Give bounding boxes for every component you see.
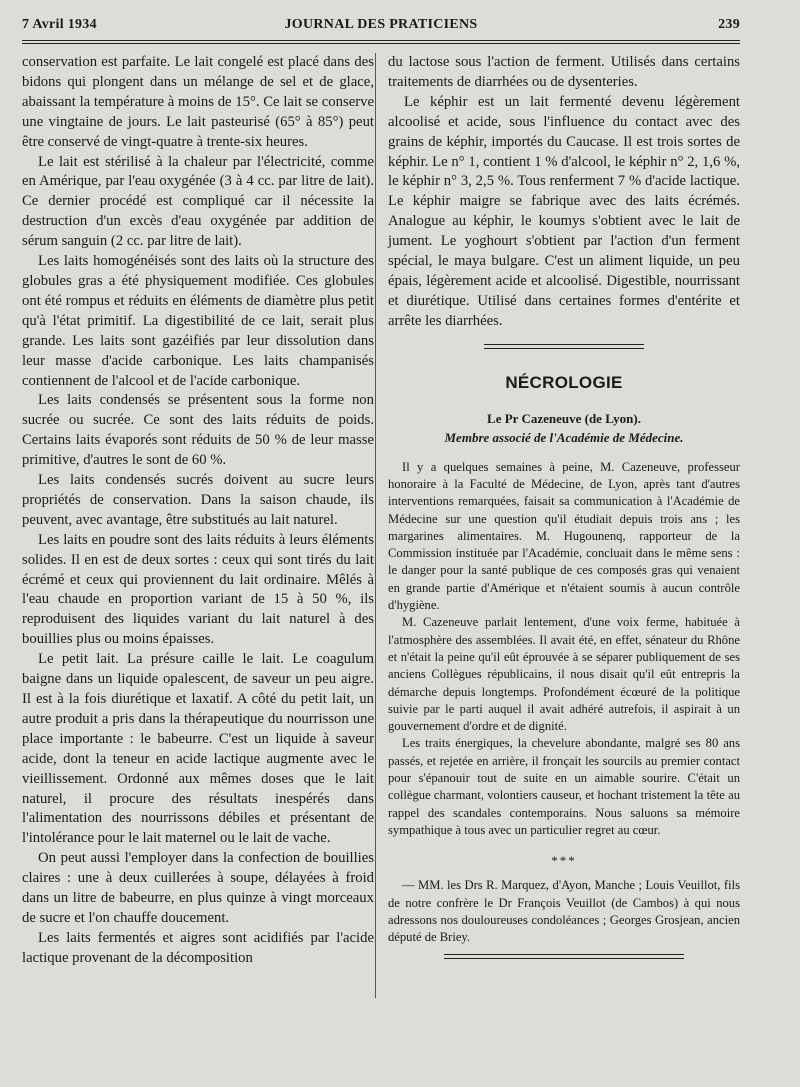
obituary-body	[388, 459, 740, 840]
right-column	[388, 53, 740, 959]
obituary-name: Le Pr Cazeneuve (de Lyon).	[487, 410, 641, 426]
paragraph: conservation est parfaite. Le lait congelé est placé dans des bidons qui plongent dans un mélange de sel et de glace, abaissant la température à moins de 15°. Ce lait se conserve une vingtaine de jours. Le lait pasteurisé (65° à 85°) peut être conservé de vingt-quatre à trente-six heures.	[22, 54, 374, 150]
paragraph: Les laits en poudre sont des laits réduits à leurs éléments solides. Il en est de deux sortes : ceux qui sont tirés du lait écrémé et ceux qui proviennent du lait ordinaire. Mêlés à l'eau chaude en proportion variant de 15 à 50 %, ils reproduisent des liquides variant du lait naturel à des bouillies plus ou moins épaisses.	[22, 531, 374, 648]
page-number: 239	[718, 17, 740, 32]
page-header	[22, 17, 740, 39]
paragraph: Les laits condensés sucrés doivent au sucre leurs propriétés de conservation. Dans la saison chaude, ils peuvent, avec avantage, être substitués au lait naturel.	[22, 472, 374, 528]
paragraph: M. Cazeneuve parlait lentement, d'une voix ferme, habituée à l'atmosphère des assemblées. Il avait été, en effet, sénateur du Rhône et n'était la peine qu'il eût éprouvée à se séparer publiquement de ses anciens Collègues républicains, il nous disait qu'il eût entrepris la démarche depuis longtemps. Profondément écœuré de la politique suivie par le parti auquel il avait adhéré autrefois, il aspirait à un gouvernement d'ordre et de dignité.	[388, 615, 740, 734]
left-column	[22, 53, 374, 969]
header-rule	[22, 40, 740, 44]
paragraph: On peut aussi l'employer dans la confection de bouillies claires : une à deux cuillerées à soupe, délayées à froid dans un litre de babeurre, en plus quinze à vingt morceaux de sucre et l'on chauffe doucement.	[22, 850, 374, 926]
paragraph: — MM. les Drs R. Marquez, d'Ayon, Manche ; Louis Veuillot, fils de notre confrère le Dr François Veuillot (de Cambos) à qui nous adressons nos douloureuses condoléances ; Georges Grosjean, ancien député de Briey.	[388, 878, 740, 945]
paragraph: Le lait est stérilisé à la chaleur par l'électricité, comme en Amérique, par l'eau oxygénée (3 à 4 cc. par litre de lait). Ce dernier procédé est compliqué car il nécessite la destruction d'un excès d'eau oxygénée par addition de sérum sanguin (2 cc. par litre de lait).	[22, 153, 374, 250]
obituary-affiliation: Membre associé de l'Académie de Médecine.	[444, 429, 684, 445]
paragraph: Le petit lait. La présure caille le lait. Le coagulum baigne dans un liquide opalescent, de saveur un peu aigre. Il est à la fois diurétique et laxatif. A côté du petit lait, un autre produit a pris dans la thérapeutique du nourrisson une place importante : le babeurre. C'est un liquide à saveur acide, dont la teneur en acide lactique augmente avec le vieillissement. Ordonné aux mêmes doses que le lait naturel, il procure des résultats inespérés dans l'alimentation des nourrissons débiles et présentant de l'intolérance pour le lait maternel ou le lait de vache.	[22, 651, 374, 847]
necrology-heading: NÉCROLOGIE	[505, 372, 623, 392]
asterism: ***	[551, 853, 577, 869]
paragraph: Les traits énergiques, la chevelure abondante, malgré ses 80 ans passés, et rejetée en arrière, il fronçait les sourcils au premier contact pour s'épanouir tout de suite en un aimable sourire. C'était un collègue charmant, volontiers causeur, et hochant tristement la tête au rappel des scandales contemporains. Nous saluons sa mémoire sympathique à tous avec un particulier regret au cœur.	[388, 736, 740, 837]
column-divider	[375, 53, 376, 998]
paragraph: Les laits homogénéisés sont des laits où la structure des globules gras a été physiquement modifiée. Ces globules ont été rompus et réduits en éléments de diamètre plus petit qu'à l'état primitif. La digestibilité de ce lait, serait plus grande. Les laits sont gazéifiés par leur dissolution dans leur masse d'acide carbonique. Les laits champanisés contiennent de l'alcool et de l'acide carbonique.	[22, 253, 374, 389]
condolences	[388, 877, 740, 946]
paragraph: Les laits condensés se présentent sous la forme non sucrée ou sucrée. Ce sont des laits réduits de poids. Certains laits évaporés sont réduits de 50 % de leur masse primitive, d'autres le sont de 60 %.	[22, 392, 374, 469]
paragraph: du lactose sous l'action de ferment. Utilisés dans certains traitements de diarrhées ou de dysenteries.	[388, 54, 740, 90]
journal-title: JOURNAL DES PRATICIENS	[284, 17, 478, 32]
paragraph: Les laits fermentés et aigres sont acidifiés par l'acide lactique provenant de la décomposition	[22, 929, 374, 966]
paragraph: Le képhir est un lait fermenté devenu légèrement alcoolisé et acide, sous l'influence du contact avec des grains de képhir, importés du Caucase. Il est trois sortes de képhir. Le n° 1, contient 1 % d'alcool, le képhir n° 2, 1,6 %, le képhir n° 3, 2,5 %. Tous renferment 7 % d'acide lactique. Le képhir maigre se fabrique avec des laits écrémés. Analogue au képhir, le koumys s'obtient avec le lait de jument. Le yoghourt s'obtient par l'action d'un ferment spécial, le maya bulgare. C'est un aliment liquide, un peu épais, légèrement acide et alcoolisé. Digestible, nourrissant et diurétique. Utilisé dans certaines formes d'entérite et arrête les diarrhées.	[388, 93, 740, 329]
paragraph: Il y a quelques semaines à peine, M. Cazeneuve, professeur honoraire à la Faculté de Médecine, de Lyon, après tant d'autres interventions remarquées, faisait sa communication à l'Académie de Médecine sur une question qu'il étudiait depuis trois ans ; les margarines alimentaires. M. Hugounenq, rapporteur de la Commission instituée par l'Académie, concluait dans le même sens : le danger pour la santé publique de ces composés gras qui venaient en grande partie d'Amérique et n'étaient soumis à aucun contrôle d'hygiène.	[388, 459, 740, 613]
section-rule	[484, 344, 644, 349]
end-rule	[444, 954, 684, 959]
issue-date: 7 Avril 1934	[22, 17, 97, 32]
